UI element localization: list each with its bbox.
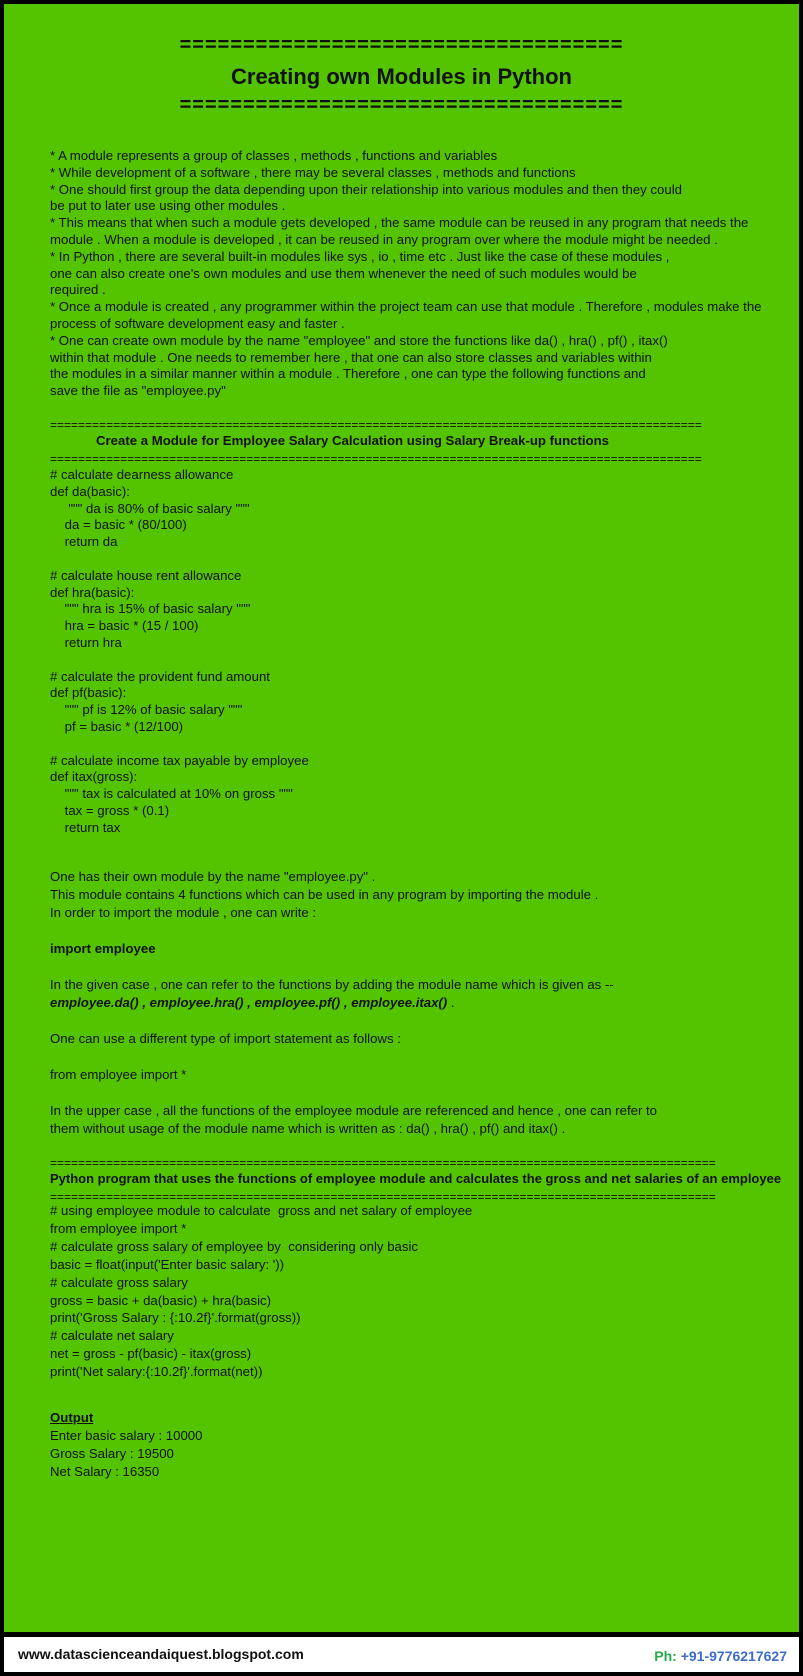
site-link[interactable]: www.datascienceandaiquest.blogspot.com: [18, 1646, 304, 1662]
code-line: """ da is 80% of basic salary """: [50, 500, 250, 516]
intro-line: the modules in a similar manner within a module . Therefore , one can type the following functions and: [50, 366, 646, 382]
intro-line: module . When a module is developed , it can be reused in any program over where the module might be needed .: [50, 232, 718, 247]
code-line: from employee import *: [50, 1220, 187, 1236]
code-line: """ tax is calculated at 10% on gross """: [50, 786, 293, 802]
title-rule-bottom: ===================================: [179, 94, 624, 116]
intro-line: required .: [50, 282, 106, 298]
intro-line: * While development of a software , there may be several classes , methods and functions: [50, 164, 576, 180]
code-line: print('Gross Salary : {:10.2f}'.format(gross)): [50, 1310, 301, 1326]
intro-line: * A module represents a group of classes , methods , functions and variables: [50, 148, 498, 163]
intro-line: * One can create own module by the name "employee" and store the functions like da() , hra() , pf() , itax(): [50, 332, 668, 348]
explain-line: In order to import the module , one can write :: [50, 905, 317, 920]
code-line: # calculate income tax payable by employee: [50, 752, 309, 768]
output-line: Gross Salary : 19500: [50, 1446, 174, 1461]
import-statement: import employee: [50, 941, 156, 956]
code-line: hra = basic * (15 / 100): [50, 618, 199, 634]
intro-line: * This means that when such a module gets developed , the same module can be reused in any program that needs the: [50, 215, 749, 231]
explain-line: In the upper case , all the functions of the employee module are referenced and hence , one can refer to: [50, 1103, 658, 1118]
code-line: gross = basic + da(basic) + hra(basic): [50, 1292, 271, 1308]
code-line: da = basic * (80/100): [50, 517, 187, 533]
page-title: Creating own Modules in Python: [231, 64, 572, 89]
output-line: Net Salary : 16350: [50, 1464, 160, 1479]
explain-line: One has their own module by the name "employee.py" .: [50, 869, 376, 884]
intro-line: process of software development easy and faster .: [50, 316, 345, 331]
code-line: pf = basic * (12/100): [50, 719, 184, 734]
code-line: # calculate gross salary of employee by considering only basic: [50, 1238, 418, 1254]
footer: [4, 1637, 799, 1672]
section1-rule-bottom: =============================================================================================: [50, 452, 702, 466]
code-line: return tax: [50, 819, 121, 835]
function-refs-end: .: [447, 995, 455, 1010]
code-line: tax = gross * (0.1): [50, 803, 170, 818]
code-line: # calculate the provident fund amount: [50, 668, 270, 684]
intro-line: * Once a module is created , any programmer within the project team can use that module . Therefore , modules make the: [50, 299, 762, 315]
code-line: # calculate house rent allowance: [50, 567, 242, 583]
phone-number[interactable]: +91-9776217627: [680, 1648, 787, 1664]
explain-line: One can use a different type of import statement as follows :: [50, 1031, 401, 1046]
code-line: def itax(gross):: [50, 769, 138, 785]
function-refs-line: [50, 994, 455, 1012]
content-panel: [4, 4, 799, 1632]
code-line: print('Net salary:{:10.2f}'.format(net)): [50, 1364, 263, 1380]
explain-line: them without usage of the module name which is written as : da() , hra() , pf() and itax() .: [50, 1121, 566, 1136]
from-import-statement: from employee import *: [50, 1067, 187, 1082]
code-line: return hra: [50, 635, 122, 650]
intro-line: save the file as "employee.py": [50, 383, 226, 399]
code-line: # using employee module to calculate gross and net salary of employee: [50, 1203, 473, 1218]
code-line: def da(basic):: [50, 483, 130, 499]
section2-rule-top: ===============================================================================================: [50, 1156, 716, 1170]
code-line: """ pf is 12% of basic salary """: [50, 702, 243, 718]
intro-line: * In Python , there are several built-in modules like sys , io , time etc . Just like the case of these modules ,: [50, 248, 670, 264]
code-line: # calculate dearness allowance: [50, 467, 234, 482]
explain-line: In the given case , one can refer to the functions by adding the module name which is given as --: [50, 977, 614, 992]
function-refs: employee.da() , employee.hra() , employee.pf() , employee.itax(): [50, 995, 448, 1010]
explain-line: This module contains 4 functions which can be used in any program by importing the module .: [50, 887, 599, 902]
code-line: """ hra is 15% of basic salary """: [50, 601, 251, 617]
code-line: net = gross - pf(basic) - itax(gross): [50, 1346, 252, 1362]
code-line: def pf(basic):: [50, 685, 127, 701]
code-line: basic = float(input('Enter basic salary: ')): [50, 1256, 285, 1272]
phone-contact: [654, 1648, 787, 1664]
section1-heading: Create a Module for Employee Salary Calculation using Salary Break-up functions: [96, 433, 609, 448]
section2-rule-bottom: ===============================================================================================: [50, 1190, 716, 1204]
intro-line: be put to later use using other modules .: [50, 198, 286, 214]
phone-label: Ph:: [654, 1648, 677, 1664]
code-line: return da: [50, 534, 118, 550]
title-rule-top: ===================================: [179, 34, 624, 56]
code-line: # calculate gross salary: [50, 1274, 188, 1290]
section1-rule-top: =============================================================================================: [50, 418, 702, 432]
output-label: Output: [50, 1410, 94, 1425]
intro-line: within that module . One needs to remember here , that one can also store classes and variables within: [50, 349, 652, 365]
intro-line: * One should first group the data depending upon their relationship into various modules and then they could: [50, 181, 682, 197]
code-line: def hra(basic):: [50, 584, 135, 600]
output-line: Enter basic salary : 10000: [50, 1428, 203, 1443]
intro-line: one can also create one's own modules and use them whenever the need of such modules would be: [50, 265, 637, 281]
code-line: # calculate net salary: [50, 1328, 174, 1344]
section2-heading: Python program that uses the functions of employee module and calculates the gross and net salaries of an employee: [50, 1171, 782, 1186]
